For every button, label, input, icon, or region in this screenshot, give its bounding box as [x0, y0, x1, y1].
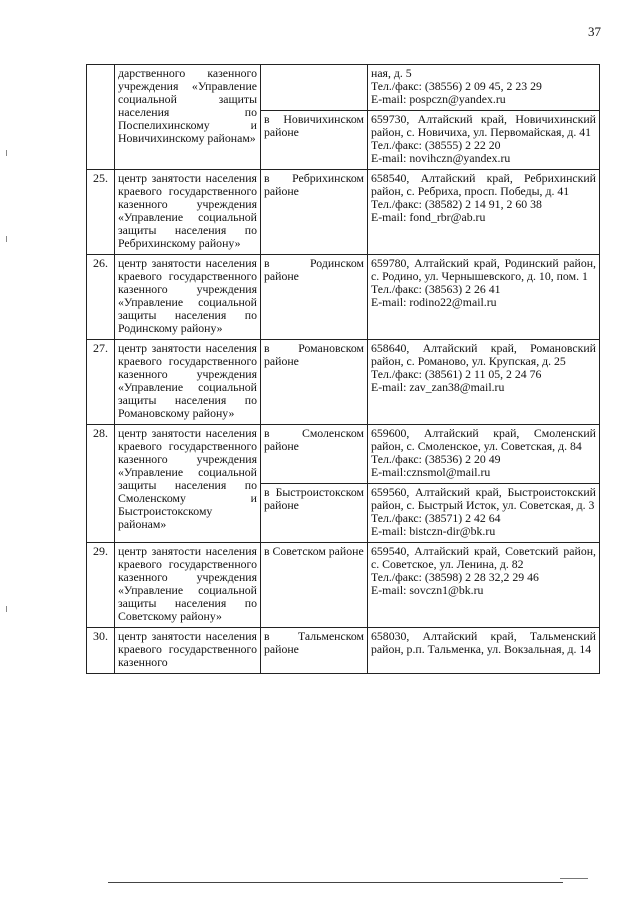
table-body: [87, 65, 600, 674]
contact-details: [368, 111, 600, 170]
contact-details: [368, 340, 600, 425]
row-number: 29.: [87, 543, 115, 628]
table-row: [87, 543, 600, 628]
phone-fax: Тел./факс: (38598) 2 28 32,2 29 46: [371, 570, 539, 584]
row-number: 28.: [87, 425, 115, 543]
organization-name: центр занятости населения краевого государственного казенного учреждения «Управление социальной защиты населения по Советскому району»: [115, 543, 261, 628]
table-row: [87, 340, 600, 425]
margin-mark: [6, 150, 10, 156]
organization-name: центр занятости населения краевого государственного казенного учреждения «Управление социальной защиты населения по Родинскому району»: [115, 255, 261, 340]
email-address[interactable]: E-mail:cznsmol@mail.ru: [371, 465, 491, 479]
table-row: [87, 425, 600, 484]
email-address[interactable]: E-mail: pospczn@yandex.ru: [371, 92, 506, 106]
contact-details: [368, 543, 600, 628]
organization-name: центр занятости населения краевого государственного казенного учреждения «Управление социальной защиты населения по Романовскому району»: [115, 340, 261, 425]
district-name: в Ребрихинском районе: [261, 170, 368, 255]
email-address[interactable]: E-mail: novihczn@yandex.ru: [371, 151, 511, 165]
table-row: [87, 65, 600, 111]
district-name: [261, 65, 368, 111]
phone-fax: Тел./факс: (38556) 2 09 45, 2 23 29: [371, 79, 542, 93]
page-number: 37: [588, 24, 601, 39]
district-name: в Быстроистокском районе: [261, 484, 368, 543]
row-number: [87, 65, 115, 170]
district-name: в Родинском районе: [261, 255, 368, 340]
row-number: 30.: [87, 628, 115, 674]
contact-details: [368, 255, 600, 340]
postal-address: 659600, Алтайский край, Смоленский район, с. Смоленское, ул. Советская, д. 84: [371, 426, 596, 453]
postal-address: 658030, Алтайский край, Тальменский район, р.п. Тальменка, ул. Вокзальная, д. 14: [371, 629, 596, 656]
phone-fax: Тел./факс: (38563) 2 26 41: [371, 282, 501, 296]
phone-fax: Тел./факс: (38536) 2 20 49: [371, 452, 501, 466]
row-number: 27.: [87, 340, 115, 425]
district-name: в Советском районе: [261, 543, 368, 628]
contact-details: [368, 425, 600, 484]
postal-address: 659730, Алтайский край, Новичихинский район, с. Новичиха, ул. Первомайская, д. 41: [371, 112, 596, 139]
postal-address: 659540, Алтайский край, Советский район, с. Советское, ул. Ленина, д. 82: [371, 544, 596, 571]
postal-address: 658540, Алтайский край, Ребрихинский район, с. Ребриха, просп. Победы, д. 41: [371, 171, 596, 198]
contact-details: [368, 65, 600, 111]
email-address[interactable]: E-mail: sovczn1@bk.ru: [371, 583, 484, 597]
organization-name: дарственного казенного учреждения «Управление социальной защиты населения по Поспелихинскому и Новичихинскому районам»: [115, 65, 261, 170]
postal-address: 659780, Алтайский край, Родинский район, с. Родино, ул. Чернышевского, д. 10, пом. 1: [371, 256, 596, 283]
row-number: 25.: [87, 170, 115, 255]
organization-name: центр занятости населения краевого государственного казенного учреждения «Управление социальной защиты населения по Смоленскому и Быстроистокскому районам»: [115, 425, 261, 543]
phone-fax: Тел./факс: (38561) 2 11 05, 2 24 76: [371, 367, 542, 381]
contact-details: [368, 628, 600, 674]
email-address[interactable]: E-mail: fond_rbr@ab.ru: [371, 210, 486, 224]
table-row: [87, 628, 600, 674]
email-address[interactable]: E-mail: zav_zan38@mail.ru: [371, 380, 505, 394]
district-name: в Смоленском районе: [261, 425, 368, 484]
margin-mark: [6, 236, 10, 242]
district-name: в Тальменском районе: [261, 628, 368, 674]
footer-rule-end: [560, 878, 588, 879]
contact-details: [368, 170, 600, 255]
email-address[interactable]: E-mail: bistczn-dir@bk.ru: [371, 524, 496, 538]
district-name: в Новичихинском районе: [261, 111, 368, 170]
district-name: в Романовском районе: [261, 340, 368, 425]
employment-centers-table: [86, 64, 600, 674]
table-row: [87, 255, 600, 340]
postal-address: 658640, Алтайский край, Романовский район, с. Романово, ул. Крупская, д. 25: [371, 341, 596, 368]
phone-fax: Тел./факс: (38555) 2 22 20: [371, 138, 501, 152]
phone-fax: Тел./факс: (38571) 2 42 64: [371, 511, 501, 525]
postal-address: 659560, Алтайский край, Быстроистокский район, с. Быстрый Исток, ул. Советская, д. 3: [371, 485, 596, 512]
table-row: [87, 170, 600, 255]
footer-rule: [108, 882, 563, 883]
postal-address: ная, д. 5: [371, 66, 412, 80]
margin-mark: [6, 606, 10, 612]
row-number: 26.: [87, 255, 115, 340]
email-address[interactable]: E-mail: rodino22@mail.ru: [371, 295, 497, 309]
organization-name: центр занятости населения краевого государственного казенного учреждения «Управление социальной защиты населения по Ребрихинскому району»: [115, 170, 261, 255]
phone-fax: Тел./факс: (38582) 2 14 91, 2 60 38: [371, 197, 542, 211]
organization-name: центр занятости населения краевого государственного казенного: [115, 628, 261, 674]
contact-details: [368, 484, 600, 543]
